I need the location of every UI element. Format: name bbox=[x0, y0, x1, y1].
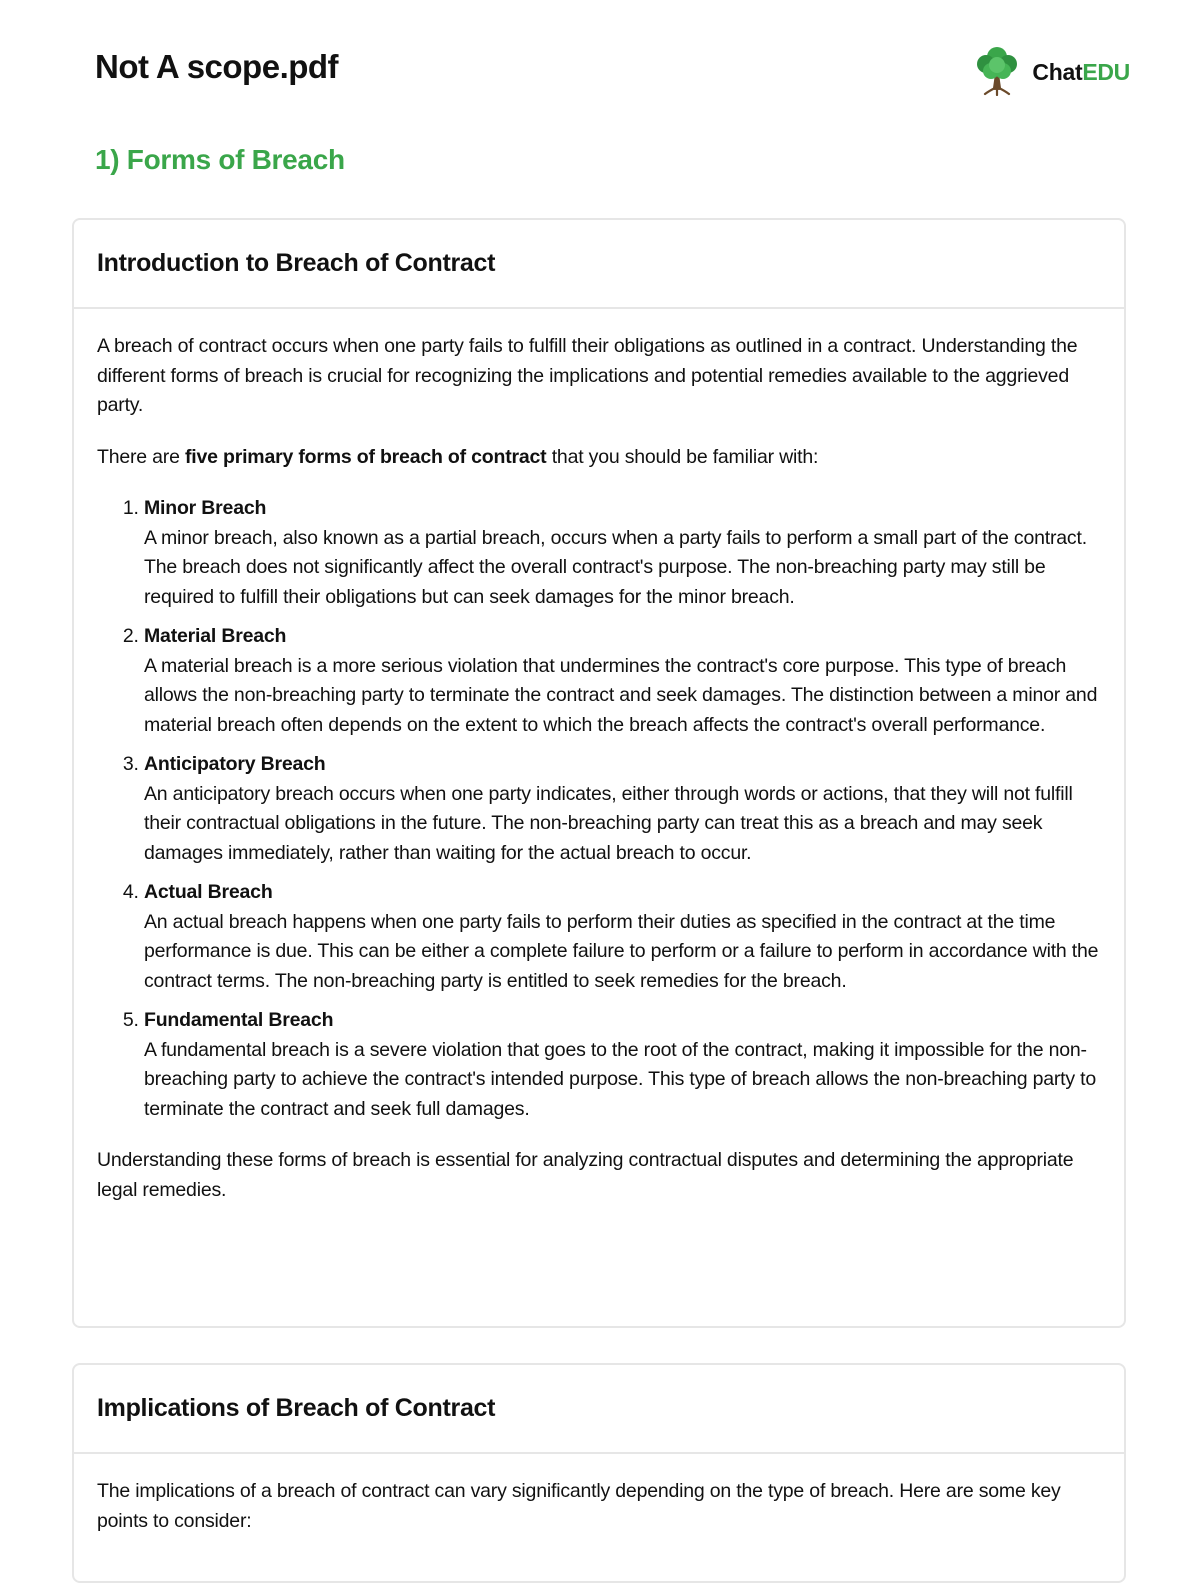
list-item-description: A minor breach, also known as a partial breach, occurs when a party fails to perform a small part of the contract. The breach does not significantly affect the overall contract's purpose. The non-breaching party may still be required to fulfill their obligations but can seek damages for the minor breach. bbox=[144, 526, 1087, 608]
intro-card-title: Introduction to Breach of Contract bbox=[97, 249, 496, 277]
list-item bbox=[144, 494, 1101, 612]
document-title: Not A scope.pdf bbox=[95, 48, 339, 85]
list-item bbox=[144, 622, 1101, 740]
list-item bbox=[144, 750, 1101, 868]
list-item-title: 4. Actual Breach bbox=[144, 881, 273, 903]
implications-paragraph: The implications of a breach of contract can vary significantly depending on the type of breach. Here are some key points to consider: bbox=[97, 1480, 1061, 1532]
list-item-title: 5. Fundamental Breach bbox=[144, 1009, 334, 1031]
list-item-title: 2. Material Breach bbox=[144, 625, 287, 647]
implications-card bbox=[72, 1363, 1126, 1583]
implications-card-body bbox=[74, 1454, 1124, 1536]
intro-card-header bbox=[74, 220, 1124, 309]
section-heading: 1) Forms of Breach bbox=[95, 144, 345, 175]
forms-summary-emphasis: five primary forms of breach of contract bbox=[184, 445, 547, 468]
logo-brand-chat: Chat bbox=[1032, 59, 1083, 85]
list-item-title: 3. Anticipatory Breach bbox=[144, 753, 326, 775]
intro-card-body bbox=[74, 309, 1124, 1205]
intro-card bbox=[72, 218, 1126, 1328]
logo-wordmark bbox=[1032, 59, 1130, 86]
chatedu-logo bbox=[972, 44, 1130, 101]
list-item-description: An anticipatory breach occurs when one party indicates, either through words or actions, that they will not fulfill their contractual obligations in the future. The non-breaching party can treat this as a breach and may seek damages immediately, rather than waiting for the actual breach to occur. bbox=[144, 782, 1073, 864]
list-item-title: 1. Minor Breach bbox=[144, 497, 267, 519]
list-item bbox=[144, 1006, 1101, 1124]
tree-icon bbox=[972, 44, 1022, 101]
intro-paragraph: A breach of contract occurs when one party fails to fulfill their obligations as outlined in a contract. Understanding the different forms of breach is crucial for recognizing the implications and potential remedies available to the aggrieved party. bbox=[97, 335, 1078, 416]
breach-forms-list bbox=[97, 494, 1101, 1124]
forms-summary-paragraph: There are five primary forms of breach of contract that you should be familiar with: bbox=[97, 445, 819, 468]
list-item-description: An actual breach happens when one party fails to perform their duties as specified in the contract at the time performance is due. This can be either a complete failure to perform or a failure to perform in accordance with the contract terms. The non-breaching party is entitled to seek remedies for the breach. bbox=[144, 910, 1099, 992]
implications-card-title: Implications of Breach of Contract bbox=[97, 1394, 496, 1422]
conclusion-paragraph: Understanding these forms of breach is essential for analyzing contractual disputes and determining the appropriate legal remedies. bbox=[97, 1149, 1074, 1201]
list-item bbox=[144, 878, 1101, 996]
list-item-description: A fundamental breach is a severe violation that goes to the root of the contract, making it impossible for the non-breaching party to achieve the contract's intended purpose. This type of breach allows the non-breaching party to terminate the contract and seek full damages. bbox=[144, 1038, 1097, 1120]
logo-brand-edu: EDU bbox=[1082, 59, 1130, 85]
list-item-description: A material breach is a more serious violation that undermines the contract's core purpose. This type of breach allows the non-breaching party to terminate the contract and seek damages. The distinction between a minor and material breach often depends on the extent to which the breach affects the contract's overall performance. bbox=[144, 654, 1098, 736]
implications-card-header bbox=[74, 1365, 1124, 1454]
